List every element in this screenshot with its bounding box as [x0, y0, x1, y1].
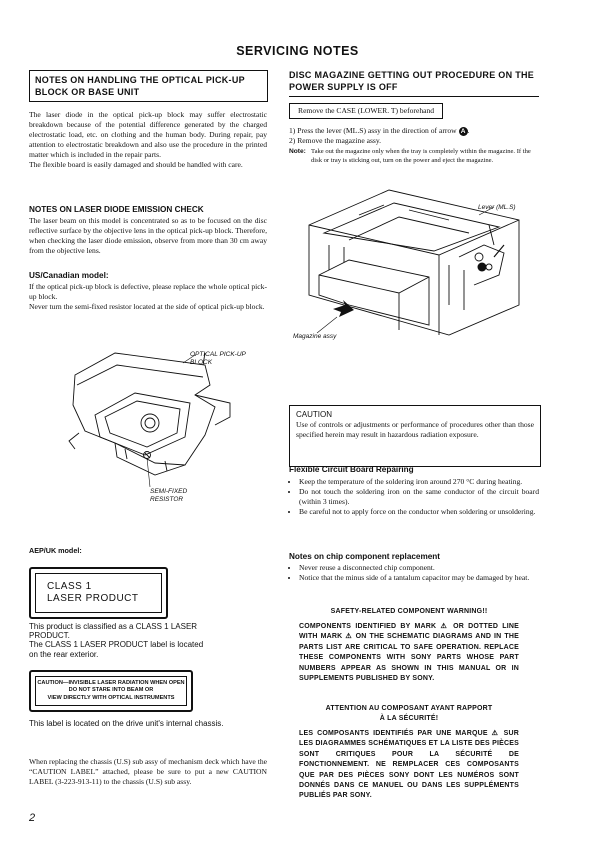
procedure-steps: 1) Press the lever (ML.S) assy in the direction of arrow A . 2) Remove the magazine assy.: [289, 126, 539, 146]
magazine-heading: DISC MAGAZINE GETTING OUT PROCEDURE ON THE POWER SUPPLY IS OFF: [289, 70, 535, 92]
flex-list: [289, 477, 539, 517]
semi-fixed-resistor-label: SEMI-FIXED RESISTOR: [150, 488, 188, 503]
flex-item: • Be careful not to apply force on the conductor when soldering or unsoldering.: [299, 507, 539, 517]
remove-case-box: Remove the CASE (LOWER. T) beforehand: [289, 103, 443, 119]
flex-item: • Do not touch the soldering iron on the same conductor of the circuit board (within 3 times).: [299, 487, 539, 507]
handling-intro: The laser diode in the optical pick-up block may suffer electrostatic breakdown because of the potential difference generated by the charged electrostatic load, etc. on clothing and the human body. During repair, pay attention to electrostatic breakdown and also use the procedure in the printed matter which is included in the repair parts.: [29, 110, 267, 159]
class1-label-line1: CLASS 1: [47, 581, 92, 592]
procedure-note: [289, 148, 539, 165]
caution-label-line3: VIEW DIRECTLY WITH OPTICAL INSTRUMENTS: [47, 694, 175, 701]
us-model-heading: US/Canadian model:: [29, 271, 109, 280]
caution-title: CAUTION: [296, 410, 332, 419]
french-text: LES COMPOSANTS IDENTIFIÉS PAR UNE MARQUE ⚠ SUR LES DIAGRAMMES SCHÉMATIQUES ET LA LISTE DES PIÈCES SONT CRITIQUES POUR LA SÉCURITÉ DE FONCTIONNEMENT. NE REMPLACER CES COMPOSANTS QUE PAR DES PIÈCES SONY DONT LES NUMÉROS SONT DONNÉS DANS CE MANUEL OU DANS LES SUPPLÉMENTS PUBLIÉS PAR SONY.: [299, 730, 519, 800]
flex-heading: Flexible Circuit Board Repairing: [289, 465, 414, 474]
chip-list: [289, 563, 539, 583]
step-1: 1) Press the lever (ML.S) assy in the direction of arrow: [289, 126, 457, 135]
french-heading-1: ATTENTION AU COMPOSANT AYANT RAPPORT: [325, 705, 493, 712]
heading-rule: [289, 96, 539, 97]
class1-text-2: The CLASS 1 LASER PRODUCT label is located on the rear exterior.: [29, 640, 204, 659]
page-number: 2: [29, 812, 36, 824]
class1-text: [29, 622, 209, 659]
chip-heading: Notes on chip component replacement: [289, 552, 441, 561]
handling-heading-box: NOTES ON HANDLING THE OPTICAL PICK-UP BLOCK OR BASE UNIT: [29, 70, 268, 102]
chip-item: • Never reuse a disconnected chip component.: [299, 563, 539, 573]
french-heading-2: À LA SÉCURITÉ!: [379, 715, 439, 723]
class1-label-line2: LASER PRODUCT: [47, 593, 139, 604]
safety-heading: SAFETY-RELATED COMPONENT WARNING!!: [330, 608, 488, 615]
french-heading: [289, 704, 529, 725]
flex-item: • Keep the temperature of the soldering iron around 270 °C during heating.: [299, 477, 539, 487]
magazine-assy-label: Magazine assy: [293, 333, 337, 340]
us-model-text-1: If the optical pick-up block is defective, please replace the whole optical pick-up block.: [29, 282, 267, 301]
optical-pickup-illustration: [55, 345, 255, 495]
optical-pickup-label: OPTICAL PICK-UP BLOCK: [190, 351, 246, 366]
aep-model-heading: AEP/UK model:: [29, 546, 82, 555]
caution-label-text: This label is located on the drive unit's internal chassis.: [29, 719, 224, 728]
safety-text: COMPONENTS IDENTIFIED BY MARK ⚠ OR DOTTED LINE WITH MARK ⚠ ON THE SCHEMATIC DIAGRAMS AND IN THE PARTS LIST ARE CRITICAL TO SAFE OPERATION. REPLACE THESE COMPONENTS WITH SONY PARTS WHOSE PART NUMBERS APPEAR AS SHOWN IN THIS MANUAL OR IN SUPPLEMENTS PUBLISHED BY SONY.: [299, 623, 519, 683]
marker-a-icon: A: [459, 127, 468, 136]
caution-label-line2: DO NOT STARE INTO BEAM OR: [68, 687, 154, 694]
lever-label: Lever (ML.S): [478, 204, 516, 211]
caution-label: [29, 670, 193, 712]
class1-label: [29, 567, 168, 619]
caution-label-line1: CAUTION—INVISIBLE LASER RADIATION WHEN OPEN: [37, 680, 185, 686]
class1-text-1: This product is classified as a CLASS 1 LASER PRODUCT.: [29, 622, 198, 641]
caution-box: [289, 405, 541, 467]
note-label: Note:: [289, 148, 306, 155]
us-model-text-2: Never turn the semi-fixed resistor located at the side of optical pick-up block.: [29, 302, 265, 311]
chassis-text: When replacing the chassis (U.S) sub assy of mechanism deck which have the “CAUTION LABEL” attached, please be sure to put a new CAUTION LABEL (3-223-913-11) to the chassis (U.S) sub assy.: [29, 757, 267, 786]
step-2: 2) Remove the magazine assy.: [289, 136, 382, 145]
us-model-text: [29, 282, 267, 312]
chip-item: • Notice that the minus side of a tantalum capacitor may be damaged by heat.: [299, 573, 539, 583]
note-text: Take out the magazine only when the tray is completely within the magazine. If the disk or tray is sticking out, turn on the power and eject the magazine.: [311, 148, 531, 164]
laser-check-heading: NOTES ON LASER DIODE EMISSION CHECK: [29, 205, 204, 214]
laser-check-text: The laser beam on this model is concentrated so as to be focused on the disc reflective surface by the objective lens in the optical pick-up block. Therefore, when checking the laser diode emission, observe from more than 30 cm away from the objective lens.: [29, 216, 267, 255]
handling-text: [29, 110, 267, 170]
flexible-board-note: The flexible board is easily damaged and should be handled with care.: [29, 160, 243, 169]
caution-text: Use of controls or adjustments or performance of procedures other than those specified herein may result in hazardous radiation exposure.: [296, 420, 534, 439]
page-title: SERVICING NOTES: [236, 44, 359, 58]
